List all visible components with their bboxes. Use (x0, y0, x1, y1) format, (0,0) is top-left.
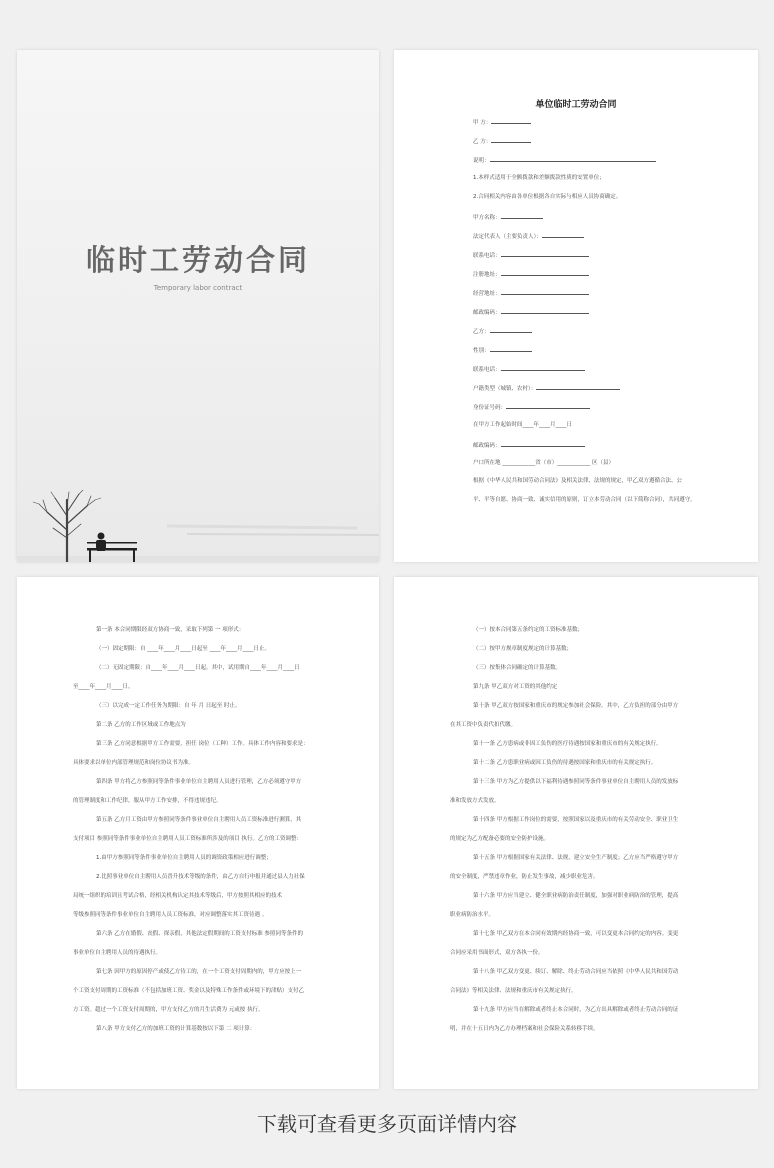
p3-line: 第一条 本合同期限经双方协商一致，采取下列第 一 项形式： (96, 627, 245, 633)
p4-line: 明，并在十五日内为乙方办理档案和社会保险关系转移手续。 (450, 1026, 599, 1032)
field-party-a: 甲 方： (473, 118, 531, 127)
p4-line: 第十二条 乙方患职业病或因工负伤的待遇按国家和重庆市的有关规定执行。 (473, 760, 657, 766)
p4-line: （二）按甲方规章制度规定的计算基数； (473, 646, 573, 652)
p3-line: 至____年____月____日。 (73, 684, 134, 690)
person-body (96, 540, 106, 549)
field-postcode-a: 邮政编码： (473, 308, 589, 317)
p3-line: 第五条 乙方月工资由甲方参照同等条件事业单位自主聘用人员工资标准进行测算，其 (96, 817, 302, 823)
p4-line: 的安全制度，严禁违章作业，防止发生事故，减少职业危害。 (450, 874, 599, 880)
p3-line: 第二条 乙方的工作区域或工作地点为 (96, 722, 186, 728)
field-legal-rep: 法定代表人（主要负责人）： (473, 232, 584, 241)
field-party-b-name: 乙方： (473, 327, 532, 336)
field-party-b: 乙 方： (473, 137, 531, 146)
p3-line: 第四条 甲方将乙方参照同等条件事业单位自主聘用人员进行管理，乙方必须遵守甲方 (96, 779, 302, 785)
p3-line: （一）固定期限：自 ____年____月____日起至 ____年____月____日止。 (96, 646, 270, 652)
p4-line: （三）按集体合同确定的计算基数。 (473, 665, 562, 671)
p3-line: 局统一组织的培训且考试合格，经相关机构认定其技术等级后，甲方按照其相应的技术 (73, 893, 283, 899)
cover-illustration (17, 490, 379, 562)
p4-line: 准和发放方式发放。 (450, 798, 500, 804)
p3-line: 2.比照事业单位自主聘用人员晋升技术等级的条件，由乙方自行申报并通过县人力社保 (96, 874, 305, 880)
p3-line: 方工资。超过一个工资支付周期的，甲方支付乙方的月生活费为 元或按 执行。 (73, 1007, 264, 1013)
preamble-line-1: 根据《中华人民共和国劳动合同法》及相关法律、法规的规定，甲乙双方遵循合法、公 (473, 478, 683, 484)
field-start-date: 在甲方工作起始时间____年____月____日 (473, 422, 573, 428)
p3-line: 第三条 乙方同意根据甲方工作需要，担任 岗位（工种）工作。具体工作内容和要求是： (96, 741, 309, 747)
p4-line: 第十五条 甲方根据国家有关法律、法规，建立安全生产制度；乙方应当严格遵守甲方 (473, 855, 679, 861)
person-head (98, 533, 105, 540)
p3-line: 1.由甲方参照同等条件事业单位自主聘用人员的调资政策相应进行调整； (96, 855, 272, 861)
field-household-type: 户籍类型（城镇、农村）： (473, 384, 620, 393)
download-more-caption: 下载可查看更多页面详情内容 (257, 1112, 517, 1136)
p4-line: 第十九条 甲方应当在解除或者终止本合同时，为乙方出具解除或者终止劳动合同的证 (473, 1007, 679, 1013)
p3-line: 事业单位自主聘用人员的待遇执行。 (73, 950, 162, 956)
cover-subtitle: Temporary labor contract (153, 284, 243, 292)
p4-line: 第十三条 甲方为乙方提供以下福利待遇参照同等条件事业单位自主聘用人员的发放标 (473, 779, 679, 785)
p4-line: 的规定为乙方配备必要的安全防护设施。 (450, 836, 550, 842)
field-note: 说明： (473, 156, 656, 165)
p4-line: 职业病防治水平。 (450, 912, 495, 918)
document-page-2 (394, 50, 758, 562)
p3-line: （三）以完成一定工作任务为期限：自 年 月 日起至 时止。 (96, 703, 241, 709)
p4-line: 在其工资中负责代扣代缴。 (450, 722, 517, 728)
field-phone-b: 联系电话： (473, 365, 585, 374)
p3-line: （二）无固定期限：自____年____月____日起。其中，试用期自____年____月____日 (96, 665, 300, 671)
p3-line: 第八条 甲方支付乙方的加班工资的计算基数按以下第 二 项计算： (96, 1026, 256, 1032)
field-business-address: 经营地址： (473, 289, 589, 298)
p3-line: 个工资支付周期的工资标准（不包括加班工资、奖金以及特殊工作条件或环境下的津贴）支付乙 (73, 988, 305, 994)
p4-line: 第十一条 乙方患病或非因工负伤的医疗待遇按国家和重庆市的有关规定执行。 (473, 741, 662, 747)
p4-line: 第十条 甲乙双方按国家和重庆市的规定参加社会保险。其中，乙方负担的部分由甲方 (473, 703, 679, 709)
cover-page (17, 50, 379, 562)
p4-line: 第九条 甲乙双方对工资的其他约定 (473, 684, 558, 690)
document-title: 单位临时工劳动合同 (535, 100, 617, 110)
p3-line: 具体要求以单位内部管理规范和岗位协议书为准。 (73, 760, 195, 766)
document-page-3 (17, 577, 379, 1089)
p4-line: 合同法》等相关法律、法规和重庆市有关规定执行。 (450, 988, 577, 994)
p3-line: 等级参照同等条件事业单位自主聘用人员工资标准，对应调整落实其工资待遇 。 (73, 912, 268, 918)
p3-line: 第七条 因甲方的原因停产或使乙方待工的，在一个工资支付周期内的，甲方应按上一 (96, 969, 302, 975)
field-postcode-b: 邮政编码： (473, 441, 585, 450)
p3-line: 第六条 乙方在婚假、丧假、探亲假，其他法定假期间的工资支付标准 参照同等条件的 (96, 931, 303, 937)
note-line-1: 1.本样式适用于全额拨款和差额拨款性质的安置单位； (473, 175, 605, 181)
field-gender: 性别： (473, 346, 532, 355)
field-registered-address: 注册地址： (473, 270, 589, 279)
field-phone-a: 联系电话： (473, 251, 589, 260)
document-page-4 (394, 577, 758, 1089)
field-party-a-name: 甲方名称： (473, 213, 543, 222)
p3-line: 支付项目 参照同等条件事业单位自主聘用人员工资标准所涉及的项目 执行。乙方的工资调整： (73, 836, 302, 842)
preamble-line-2: 平、平等自愿、协商一致、诚实信用的原则，订立本劳动合同（以下简称合同），共同遵守。 (473, 497, 696, 503)
p4-line: 第十四条 甲方根据工作岗位的需要，按照国家以及重庆市的有关劳动安全、职业卫生 (473, 817, 679, 823)
p4-line: （一）按本合同第五条约定的工资标准基数； (473, 627, 584, 633)
p4-line: 第十六条 甲方应当建立、健全职业病防治责任制度，加强对职业病防治的管理，提高 (473, 893, 679, 899)
snow-streak (167, 526, 357, 528)
ground (17, 556, 379, 562)
p4-line: 合同应采用书面形式，双方各执一份。 (450, 950, 544, 956)
p4-line: 第十八条 甲乙双方变更、续订、解除、终止劳动合同应当依照《中华人民共和国劳动 (473, 969, 679, 975)
field-id-number: 身份证号码： (473, 403, 590, 412)
cover-title: 临时工劳动合同 (85, 243, 310, 277)
field-household-location: 户口所在地 ____________省（市）____________ 区（县） (473, 460, 614, 466)
snow-streak (187, 534, 379, 535)
note-line-2: 2.合同相关内容由各单位根据各自实际与相应人员协商确定。 (473, 194, 622, 200)
p4-line: 第十七条 甲乙双方在本合同有效期内经协商一致，可以变更本合同约定的内容。变更 (473, 931, 679, 937)
p3-line: 的管理制度和工作纪律，服从甲方工作安排，不得违规违纪。 (73, 798, 222, 804)
